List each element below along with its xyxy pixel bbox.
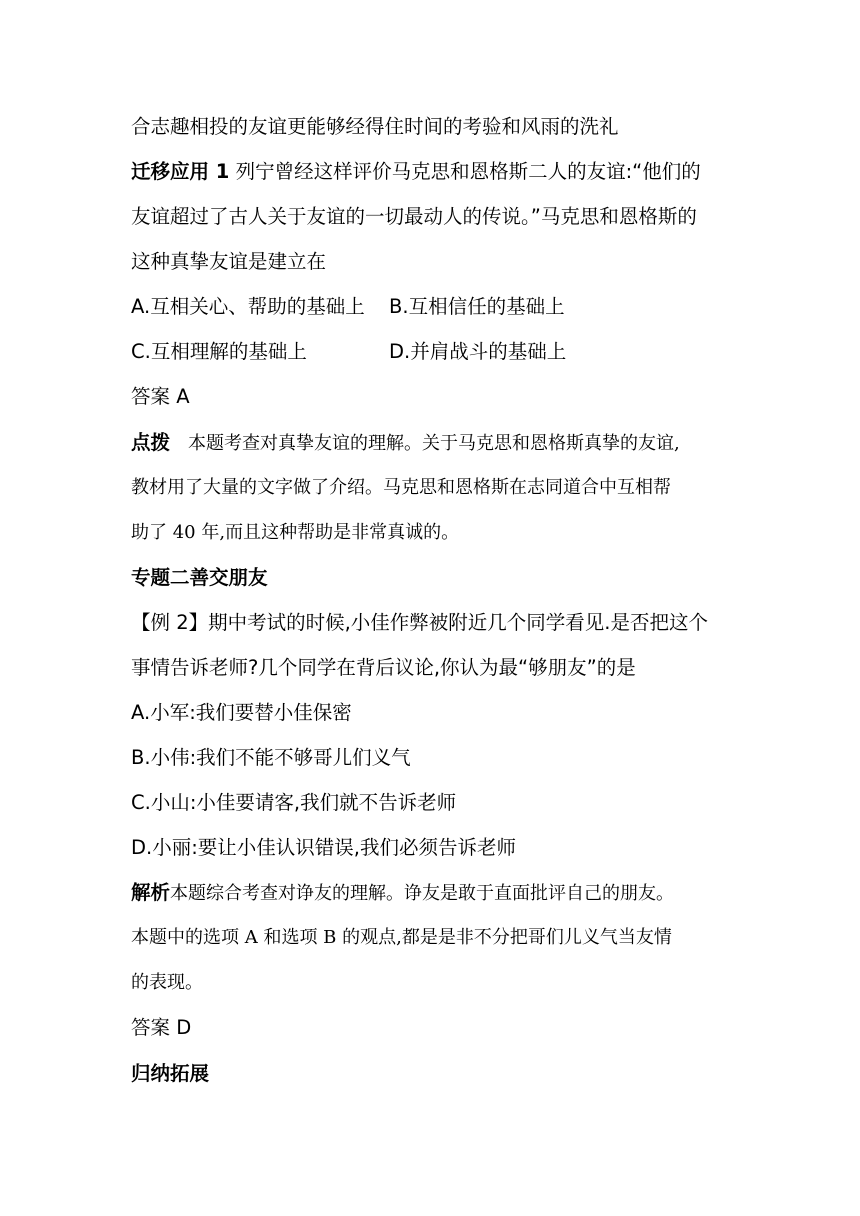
analysis-text-1: 本题综合考查对诤友的理解。诤友是敢于直面批评自己的朋友。 (170, 883, 675, 904)
option-b-2: B.小伟:我们不能不够哥儿们义气 (131, 746, 411, 769)
option-d-1: D.并肩战斗的基础上 (389, 340, 567, 363)
transfer-text-1: 列宁曾经这样评价马克思和恩格斯二人的友谊:“他们的 (235, 160, 701, 183)
option-d-2: D.小丽:要让小佳认识错误,我们必须告诉老师 (131, 836, 516, 859)
tip-label: 点拨 (131, 431, 171, 454)
option-c-2: C.小山:小佳要请客,我们就不告诉老师 (131, 791, 457, 814)
option-a-2: A.小军:我们要替小佳保密 (131, 701, 352, 724)
analysis-line-2: 本题中的选项 A 和选项 B 的观点,都是是非不分把哥们儿义气当友情 (131, 927, 672, 948)
analysis-line-1 (131, 879, 674, 908)
text-line-top: 合志趣相投的友谊更能够经得住时间的考验和风雨的洗礼 (131, 115, 619, 138)
example-2-line-2: 事情告诉老师?几个同学在背后议论,你认为最“够朋友”的是 (131, 656, 636, 679)
option-a-1: A.互相关心、帮助的基础上 (131, 295, 365, 318)
tip-line-2: 教材用了大量的文字做了介绍。马克思和恩格斯在志同道合中互相帮 (131, 477, 671, 498)
transfer-question-line-1 (131, 158, 701, 186)
topic-2-heading: 专题二善交朋友 (131, 566, 268, 589)
tip-line-3: 助了 40 年,而且这种帮助是非常真诚的。 (131, 522, 460, 543)
example-2-line-1: 【例 2】期中考试的时候,小佳作弊被附近几个同学看见.是否把这个 (131, 611, 709, 634)
analysis-label: 解析 (131, 881, 171, 904)
answer-2: 答案 D (131, 1016, 192, 1039)
tip-line-1 (131, 429, 680, 458)
analysis-line-3: 的表现。 (131, 972, 203, 993)
transfer-question-line-2: 友谊超过了古人关于友谊的一切最动人的传说。”马克思和恩格斯的 (131, 205, 697, 228)
summary-heading: 归纳拓展 (131, 1062, 210, 1085)
transfer-label: 迁移应用 1 (131, 160, 230, 183)
tip-text-1: 本题考查对真挚友谊的理解。关于马克思和恩格斯真挚的友谊, (188, 433, 680, 454)
answer-1: 答案 A (131, 385, 190, 408)
option-b-1: B.互相信任的基础上 (389, 295, 565, 318)
option-c-1: C.互相理解的基础上 (131, 340, 307, 363)
transfer-question-line-3: 这种真挚友谊是建立在 (131, 250, 327, 273)
